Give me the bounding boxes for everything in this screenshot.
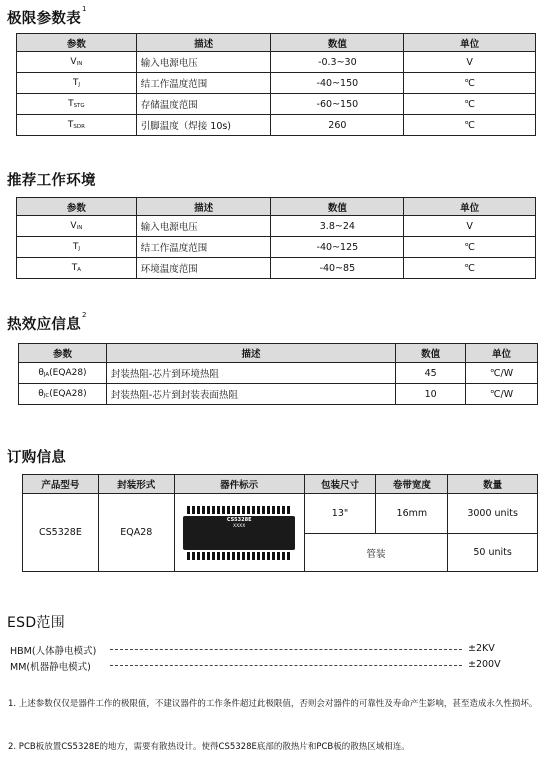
header-desc: 描述 — [136, 34, 271, 52]
header-param: 参数 — [17, 34, 137, 52]
abs-max-table — [16, 33, 536, 136]
table-row: VIN 输入电源电压 3.8~24 V — [17, 216, 536, 237]
table-row: θJC(EQA28) 封装热阻-芯片到封装表面热阻 10 ℃/W — [19, 384, 538, 405]
recommended-table — [16, 197, 536, 279]
header-param: 参数 — [19, 344, 107, 363]
note-2: 2. PCB板放置CS5328E的地方，需要有散热设计。使得CS5328E底部的散热片和PCB板的散热区域相连。 — [8, 742, 410, 752]
table-row: TSDR 引脚温度（焊接 10s) 260 ℃ — [17, 115, 536, 136]
model-cell: CS5328E — [23, 494, 99, 572]
chip-package-icon: CS5328E XXXX — [183, 506, 295, 560]
section-title-esd: ESD范围 — [7, 615, 66, 631]
header-model: 产品型号 — [23, 475, 99, 494]
chip-marking — [174, 494, 304, 572]
header-value: 数值 — [271, 34, 404, 52]
order-table — [22, 474, 538, 572]
table-row: TJ 结工作温度范围 -40~150 ℃ — [17, 73, 536, 94]
header-package: 封装形式 — [98, 475, 174, 494]
table-row: TA 环境温度范围 -40~85 ℃ — [17, 258, 536, 279]
esd-hbm-row: HBM(人体静电模式) ±2KV — [10, 643, 495, 657]
header-reel-size: 包装尺寸 — [304, 475, 376, 494]
table-row: TSTG 存储温度范围 -60~150 ℃ — [17, 94, 536, 115]
header-value: 数值 — [396, 344, 466, 363]
table-row: VIN 输入电源电压 -0.3~30 V — [17, 52, 536, 73]
header-desc: 描述 — [106, 344, 395, 363]
section-title-rec: 推荐工作环境 — [7, 173, 96, 189]
header-tape-width: 卷带宽度 — [376, 475, 448, 494]
header-unit: 单位 — [466, 344, 538, 363]
header-marking: 器件标示 — [174, 475, 304, 494]
table-row: 管装 50 units — [23, 534, 538, 572]
header-qty: 数量 — [448, 475, 538, 494]
header-unit: 单位 — [404, 198, 536, 216]
section-title-abs: 极限参数表$^1$ — [7, 5, 87, 27]
header-desc: 描述 — [136, 198, 271, 216]
esd-mm-row: MM(机器静电模式) ±200V — [10, 659, 501, 673]
table-row: CS5328E EQA28 CS5328E XXXX 13" 16mm 3000 units — [23, 494, 538, 534]
header-value: 数值 — [271, 198, 404, 216]
thermal-table — [18, 343, 538, 405]
note-1: 1. 上述参数仅仅是器件工作的极限值，不建议器件的工作条件超过此极限值，否则会对器件的可靠性及寿命产生影响，甚至造成永久性损坏。 — [8, 699, 538, 709]
section-title-order: 订购信息 — [7, 450, 67, 466]
table-row: TJ 结工作温度范围 -40~125 ℃ — [17, 237, 536, 258]
header-param: 参数 — [17, 198, 137, 216]
package-cell: EQA28 — [98, 494, 174, 572]
section-title-thermal: 热效应信息$^2$ — [7, 311, 87, 333]
table-row: θJA(EQA28) 封装热阻-芯片到环境热阻 45 ℃/W — [19, 363, 538, 384]
header-unit: 单位 — [404, 34, 536, 52]
